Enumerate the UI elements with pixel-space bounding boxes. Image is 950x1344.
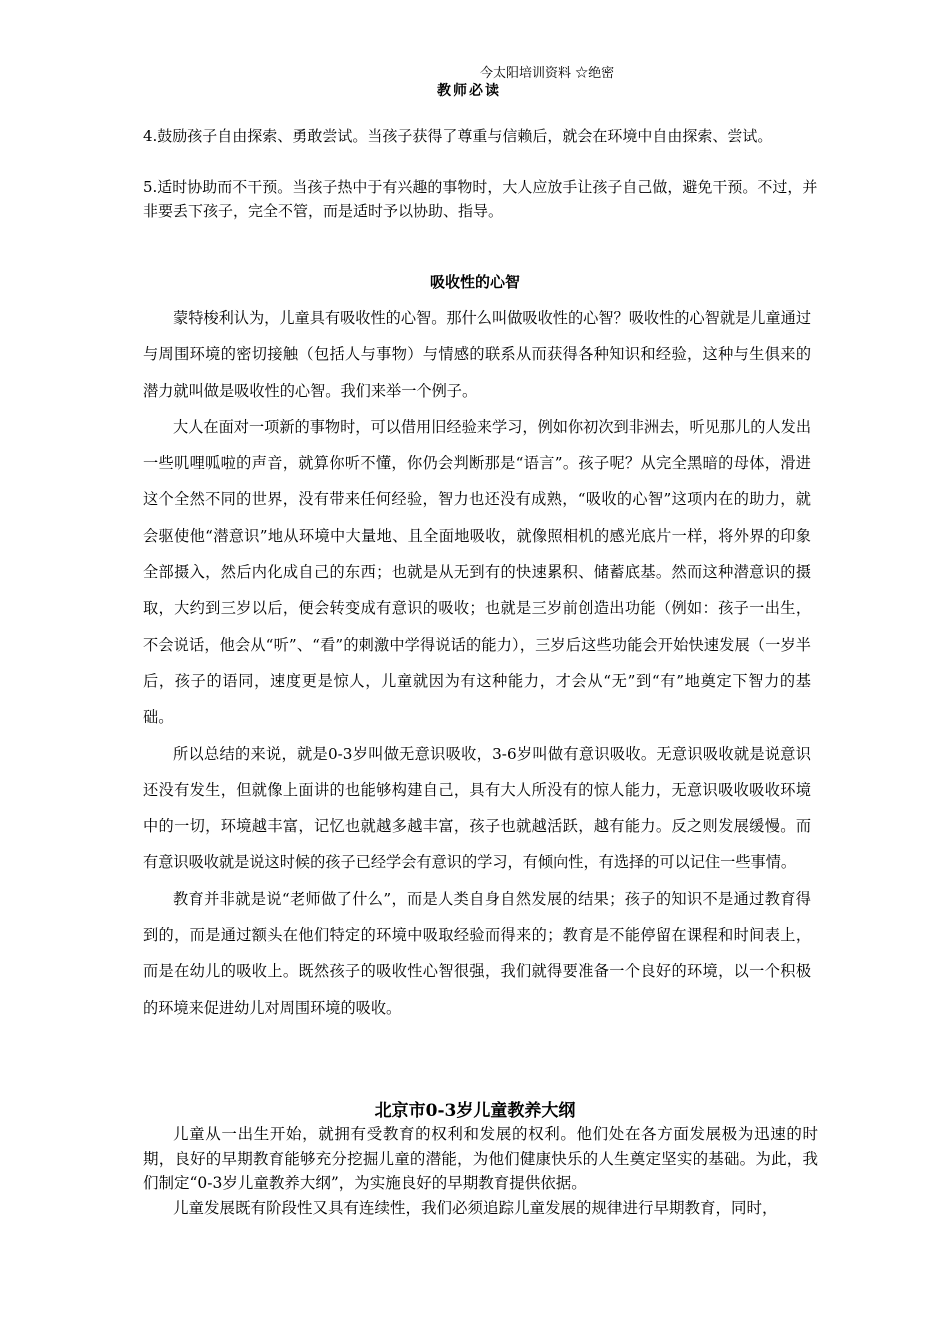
paragraph: 蒙特梭利认为，儿童具有吸收性的心智。那什么叫做吸收性的心智？吸收性的心智就是儿童通过与周围环境的密切接触（包括人与事物）与情感的联系从而获得各种知识和经验，这种与生俱来的潜力就叫做是吸收性的心智。我们来举一个例子。 <box>143 309 811 400</box>
paragraph: 教育并非就是说“老师做了什么”，而是人类自身自然发展的结果；孩子的知识不是通过教育得到的，而是通过额头在他们特定的环境中吸取经验而得来的；教育是不能停留在课程和时间表上，而是在幼儿的吸收上。既然孩子的吸收性心智很强，我们就得要准备一个良好的环境，以一个积极的环境来促进幼儿对周围环境的吸收。 <box>143 889 811 1017</box>
header-brand: 今太阳培训资料 ☆绝密 <box>480 66 615 81</box>
section-title-beijing-outline: 北京市0-3岁儿童教养大纲 <box>374 1101 576 1121</box>
paragraph: 所以总结的来说，就是0-3岁叫做无意识吸收，3-6岁叫做有意识吸收。无意识吸收就是说意识还没有发生，但就像上面讲的也能够构建自己，具有大人所没有的惊人能力，无意识吸收吸收环境中的一切，环境越丰富，记忆也就越多越丰富，孩子也就越活跃，越有能力。反之则发展缓慢。而有意识吸收就是说这时候的孩子已经学会有意识的学习，有倾向性，有选择的可以记住一些事情。 <box>143 744 811 872</box>
section-title-absorbent-mind: 吸收性的心智 <box>429 273 520 291</box>
list-item-5: 5.适时协助而不干预。当孩子热中于有兴趣的事物时，大人应放手让孩子自己做，避免干预。不过，并非要丢下孩子，完全不管，而是适时予以协助、指导。 <box>143 178 818 220</box>
section-beijing-outline <box>143 1122 818 1220</box>
paragraph: 大人在面对一项新的事物时，可以借用旧经验来学习，例如你初次到非洲去，听见那儿的人发出一些叽哩呱啦的声音，就算你听不懂，你仍会判断那是“语言”。孩子呢？从完全黑暗的母体，滑进这个全然不同的世界，没有带来任何经验，智力也还没有成熟，“吸收的心智”这项内在的助力，就会驱使他“潜意识”地从环境中大量地、且全面地吸收，就像照相机的感光底片一样，将外界的印象全部摄入，然后内化成自己的东西；也就是从无到有的快速累积、储蓄底基。然而这种潜意识的摄取，大约到三岁以后，便会转变成有意识的吸收；也就是三岁前创造出功能（例如：孩子一出生，不会说话，他会从“听”、“看”的刺激中学得说话的能力），三岁后这些功能会开始快速发展（一岁半后，孩子的语同，速度更是惊人，儿童就因为有这种能力，才会从“无”到“有”地奠定下智力的基础。 <box>143 417 811 727</box>
section-absorbent-mind <box>143 300 811 1026</box>
list-item-4: 4.鼓励孩子自由探索、勇敢尝试。当孩子获得了尊重与信赖后，就会在环境中自由探索、尝试。 <box>143 127 773 145</box>
header-subtitle: 教师必读 <box>437 83 501 99</box>
paragraph: 儿童从一出生开始，就拥有受教育的权利和发展的权利。他们处在各方面发展极为迅速的时期，良好的早期教育能够充分挖掘儿童的潜能，为他们健康快乐的人生奠定坚实的基础。为此，我们制定“0-3岁儿童教养大纲”，为实施良好的早期教育提供依据。 <box>143 1125 818 1192</box>
paragraph: 儿童发展既有阶段性又具有连续性，我们必须追踪儿童发展的规律进行早期教育，同时， <box>173 1198 778 1217</box>
